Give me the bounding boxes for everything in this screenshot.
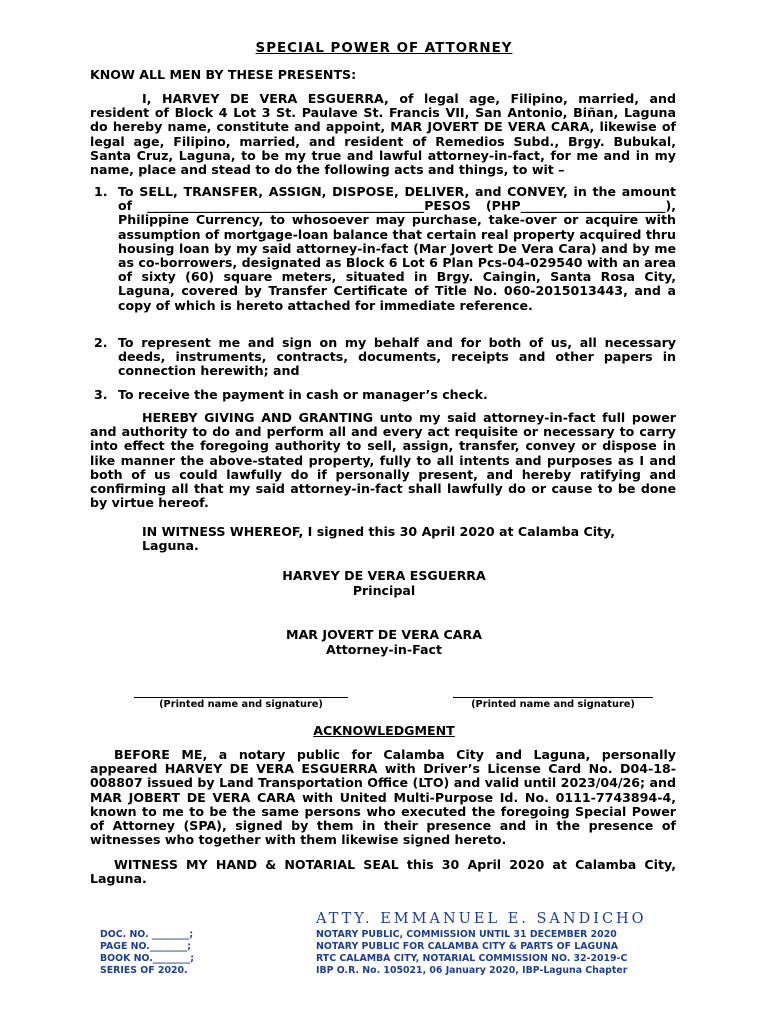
doc-number: DOC. NO. ________; <box>100 929 194 940</box>
principal-role: Principal <box>352 583 416 598</box>
document-title: SPECIAL POWER OF ATTORNEY <box>255 41 513 56</box>
item-text: To receive the payment in cash or manager’s check. <box>118 387 488 402</box>
notary-name: ATTY. EMMANUEL E. SANDICHO <box>316 911 647 927</box>
series-year: SERIES OF 2020. <box>100 965 188 976</box>
item-text: To SELL, TRANSFER, ASSIGN, DISPOSE, DELIVER, and CONVEY, in the amount of ____________________________________________PESOS (PHP_______________________), Philippine Currency, to whosoever may purchase, take-over or acquire with assumption of mortgage-loan balance that certain real property acquired thru housing loan by my said attorney-in-fact (Mar Jovert De Vera Cara) and by me as co-borrowers, designated as Block 6 Lot 6 Plan Pcs-04-029540 with an area of sixty (60) square meters, situated in Brgy. Caingin, Santa Rosa City, Laguna, covered by Transfer Certificate of Title No. 060-2015013443, and a copy of which is hereto attached for immediate reference. <box>118 184 676 313</box>
acknowledgment-heading: ACKNOWLEDGMENT <box>313 723 455 738</box>
attorney-name: MAR JOVERT DE VERA CARA <box>286 627 482 642</box>
item-number: 3. <box>94 387 108 402</box>
printed-name-caption-left: (Printed name and signature) <box>159 699 323 710</box>
item-text: To represent me and sign on my behalf and for both of us, all necessary deeds, instruments, contracts, documents, receipts and other papers in connection herewith; and <box>118 335 676 379</box>
signature-line-left <box>134 697 348 698</box>
intro-paragraph: I, HARVEY DE VERA ESGUERRA, of legal age, Filipino, married, and resident of Block 4 Lot 3 St. Paulave St. Francis VII, San Antonio, Biñan, Laguna do hereby name, constitute and appoint, MAR JOVERT DE VERA CARA, likewise of legal age, Filipino, married, and resident of Remedios Subd., Brgy. Bubukal, Santa Cruz, Laguna, to be my true and lawful attorney-in-fact, for me and in my name, place and stead to do the following acts and things, to wit – <box>90 91 676 178</box>
book-number: BOOK NO.________; <box>100 953 195 964</box>
notary-line-jurisdiction: NOTARY PUBLIC FOR CALAMBA CITY & PARTS OF LAGUNA <box>316 941 618 952</box>
acknowledgment-paragraph: BEFORE ME, a notary public for Calamba City and Laguna, personally appeared HARVEY DE VERA ESGUERRA with Driver’s License Card No. D04-18-008807 issued by Land Transportation Office (LTO) and valid until 2023/04/26; and MAR JOBERT DE VERA CARA with United Multi-Purpose Id. No. 0111-7743894-4, known to me to be the same persons who executed the foregoing Special Power of Attorney (SPA), signed by them in their presence and in the presence of witnesses who together with them likewise signed hereto. <box>90 747 676 848</box>
hereby-paragraph: HEREBY GIVING AND GRANTING unto my said attorney-in-fact full power and authority to do and perform all and every act requisite or necessary to carry into effect the foregoing authority to sell, assign, transfer, convey or dispose in like manner the above-stated property, fully to all intents and purposes as I and both of us could lawfully do if personally present, and hereby ratifying and confirming all that my said attorney-in-fact shall lawfully do or cause to be done by virtue hereof. <box>90 410 676 511</box>
signature-line-right <box>453 697 653 698</box>
page-number: PAGE NO.________; <box>100 941 192 952</box>
principal-name: HARVEY DE VERA ESGUERRA <box>282 568 486 583</box>
item-number: 2. <box>94 335 108 350</box>
printed-name-caption-right: (Printed name and signature) <box>471 699 635 710</box>
notarial-seal-paragraph: WITNESS MY HAND & NOTARIAL SEAL this 30 April 2020 at Calamba City, Laguna. <box>90 857 676 887</box>
item-number: 1. <box>94 184 108 199</box>
notary-line-commission-number: RTC CALAMBA CITY, NOTARIAL COMMISSION NO. 32-2019-C <box>316 953 628 964</box>
witness-line: IN WITNESS WHEREOF, I signed this 30 April 2020 at Calamba City, Laguna. <box>142 524 616 554</box>
notary-line-ibp: IBP O.R. No. 105021, 06 January 2020, IBP-Laguna Chapter <box>316 965 628 976</box>
attorney-role: Attorney-in-Fact <box>326 642 442 657</box>
notary-line-commission: NOTARY PUBLIC, COMMISSION UNTIL 31 DECEMBER 2020 <box>316 929 617 940</box>
opening-line: KNOW ALL MEN BY THESE PRESENTS: <box>90 67 357 82</box>
